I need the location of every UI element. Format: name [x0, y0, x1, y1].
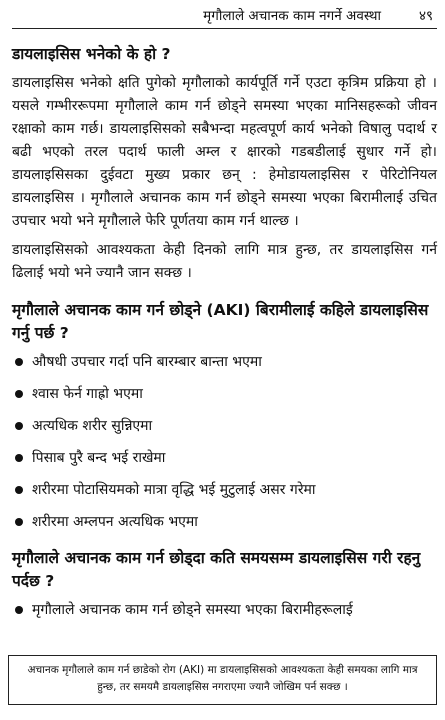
note-box: [8, 655, 437, 705]
list-item: [12, 447, 437, 469]
page-header: [12, 0, 437, 29]
bullet-icon: [15, 390, 23, 398]
section-heading-what-is-dialysis: डायलाइसिस भनेको के हो ?: [12, 45, 171, 63]
note-text: अचानक मृगौलाले काम गर्न छाडेको रोग (AKI) मा डायलाइसिसको आवश्यकता केही समयका लागि मात्र हुन्छ, तर समयमै डायलाइसिस नगराएमा ज्यानै जोखिम पर्न सक्छ ।: [27, 664, 418, 693]
bullet-icon: [15, 454, 23, 462]
list-item-text: अत्यधिक शरीर सुन्निएमा: [32, 418, 153, 434]
bullet-icon: [15, 518, 23, 526]
bullet-icon: [15, 422, 23, 430]
list-item: [12, 383, 437, 405]
list-item-text: श्वास फेर्न गाह्रो भएमा: [32, 386, 143, 402]
indication-list: [12, 351, 437, 533]
section-heading-when-dialysis: मृगौलाले अचानक काम गर्न छोड्ने (AKI) बिरामीलाई कहिले डायलाइसिस गर्नु पर्छ ?: [12, 301, 429, 342]
paragraph-dialysis-definition: डायलाइसिस भनेको क्षति पुगेको मृगौलाको कार्यपूर्ति गर्ने एउटा कृत्रिम प्रक्रिया हो । यसले गम्भीररूपमा मृगौलाले काम गर्न छोड्ने समस्या भएका मानिसहरूको जीवन रक्षाको काम गर्छ। डायलाइसिसको सबैभन्दा महत्वपूर्ण कार्य भनेको विषालु पदार्थ र बढी भएको तरल पदार्थ फाली अम्ल र क्षारको गडबडीलाई सुधार गर्ने हो। डायलाइसिसका दुईवटा मुख्य प्रकार छन् : हेमोडायलाइसिस र पेरिटोनियल डायलाइसिस । मृगौलाले अचानक काम गर्न छोड्ने समस्या भएका बिरामीलाई उचित उपचार भयो भने मृगौलाले फेरि पूर्णतया काम गर्न थाल्छ ।: [12, 75, 437, 229]
running-title: मृगौलाले अचानक काम नगर्ने अवस्था: [203, 8, 381, 24]
list-item: [12, 479, 437, 501]
list-item-text: शरीरमा अम्लपन अत्यधिक भएमा: [32, 514, 198, 530]
bullet-icon: [15, 606, 23, 614]
list-item: [12, 351, 437, 373]
bullet-icon: [15, 358, 23, 366]
duration-list: [12, 599, 437, 621]
list-item: [12, 511, 437, 533]
list-item-text: मृगौलाले अचानक काम गर्न छोड्ने समस्या भएका बिरामीहरूलाई: [32, 602, 353, 618]
section-heading-how-long-dialysis: मृगौलाले अचानक काम गर्न छोड्दा कति समयसम्म डायलाइसिस गरी रहनु पर्दछ ?: [12, 549, 421, 590]
list-item-text: पिसाब पुरै बन्द भई राखेमा: [32, 450, 166, 466]
page-number: ४९: [418, 8, 433, 24]
bullet-icon: [15, 486, 23, 494]
paragraph-dialysis-need: डायलाइसिसको आवश्यकता केही दिनको लागि मात्र हुन्छ, तर डायलाइसिस गर्न ढिलाई भयो भने ज्यानै जान सक्छ ।: [12, 242, 437, 281]
list-item: [12, 415, 437, 437]
list-item-text: औषधी उपचार गर्दा पनि बारम्बार बान्ता भएमा: [32, 354, 262, 370]
list-item-text: शरीरमा पोटासियमको मात्रा वृद्धि भई मुटुलाई असर गरेमा: [32, 482, 316, 498]
list-item: [12, 599, 437, 621]
